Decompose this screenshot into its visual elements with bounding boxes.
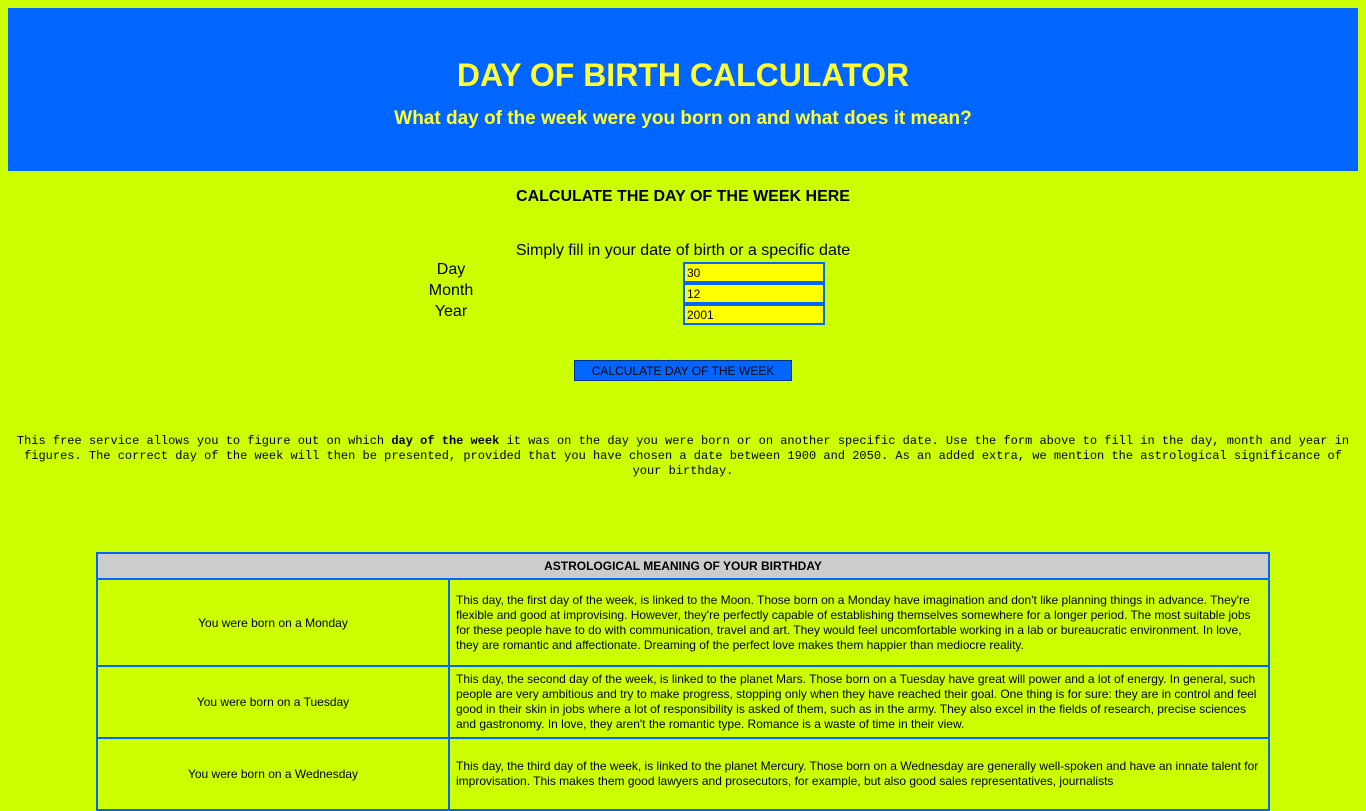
month-label: Month xyxy=(428,282,474,299)
calculator-heading: CALCULATE THE DAY OF THE WEEK HERE xyxy=(516,188,850,205)
description-text-end: it was on the day you were born or on another specific date. Use the form above to fill in the day, month and year in figures. The correct day of the week will then be presented, provided that you have chosen a date between 1900 and 2050. As an added extra, we mention the astrological significance of your birthday. xyxy=(24,434,1350,478)
day-label: Day xyxy=(436,261,466,278)
meaning-cell: This day, the second day of the week, is linked to the planet Mars. Those born on a Tuesday have great will power and a lot of energy. In general, such people are very ambitious and try to make progress, stopping only when they have reached their goal. One thing is for sure: they are in control and feel good in their skin in jobs where a lot of responsibility is asked of them, such as in the army. They also excel in the fields of research, precise sciences and gastronomy. In love, they aren't the romantic type. Romance is a waste of time in their view. xyxy=(449,666,1269,738)
month-input[interactable] xyxy=(683,283,825,304)
description-bold-phrase: day of the week xyxy=(391,434,500,448)
service-description xyxy=(8,434,1358,479)
table-header: ASTROLOGICAL MEANING OF YOUR BIRTHDAY xyxy=(97,553,1269,579)
table-row xyxy=(97,666,1269,738)
table-header-row xyxy=(97,553,1269,579)
born-day-cell: You were born on a Monday xyxy=(97,579,449,666)
form-instructions: Simply fill in your date of birth or a specific date xyxy=(515,242,851,259)
page-subtitle: What day of the week were you born on and what does it mean? xyxy=(394,108,972,129)
born-day-cell: You were born on a Tuesday xyxy=(97,666,449,738)
description-text-start: This free service allows you to figure out on which xyxy=(16,434,392,448)
meaning-cell: This day, the third day of the week, is linked to the planet Mercury. Those born on a Wednesday are generally well-spoken and have an innate talent for improvisation. This makes them good lawyers and prosecutors, for example, but also good sales representatives, journalists xyxy=(449,738,1269,810)
meaning-cell: This day, the first day of the week, is linked to the Moon. Those born on a Monday have imagination and don't like planning things in advance. They're flexible and good at improvising. However, they're perfectly capable of establishing themselves somewhere for a longer period. The most suitable jobs for these people have to do with communication, travel and art. They would feel uncomfortable working in a lab or bureaucratic environment. In love, they are romantic and affectionate. Dreaming of the perfect love makes them happier than mediocre reality. xyxy=(449,579,1269,666)
year-input[interactable] xyxy=(683,304,825,325)
page-title: DAY OF BIRTH CALCULATOR xyxy=(456,57,910,93)
table-row xyxy=(97,738,1269,810)
page-header xyxy=(8,8,1358,171)
table-row xyxy=(97,579,1269,666)
astrology-table xyxy=(96,552,1270,811)
day-input[interactable] xyxy=(683,262,825,283)
year-label: Year xyxy=(434,303,468,320)
calculate-day-button[interactable]: CALCULATE DAY OF THE WEEK xyxy=(574,360,792,381)
born-day-cell: You were born on a Wednesday xyxy=(97,738,449,810)
